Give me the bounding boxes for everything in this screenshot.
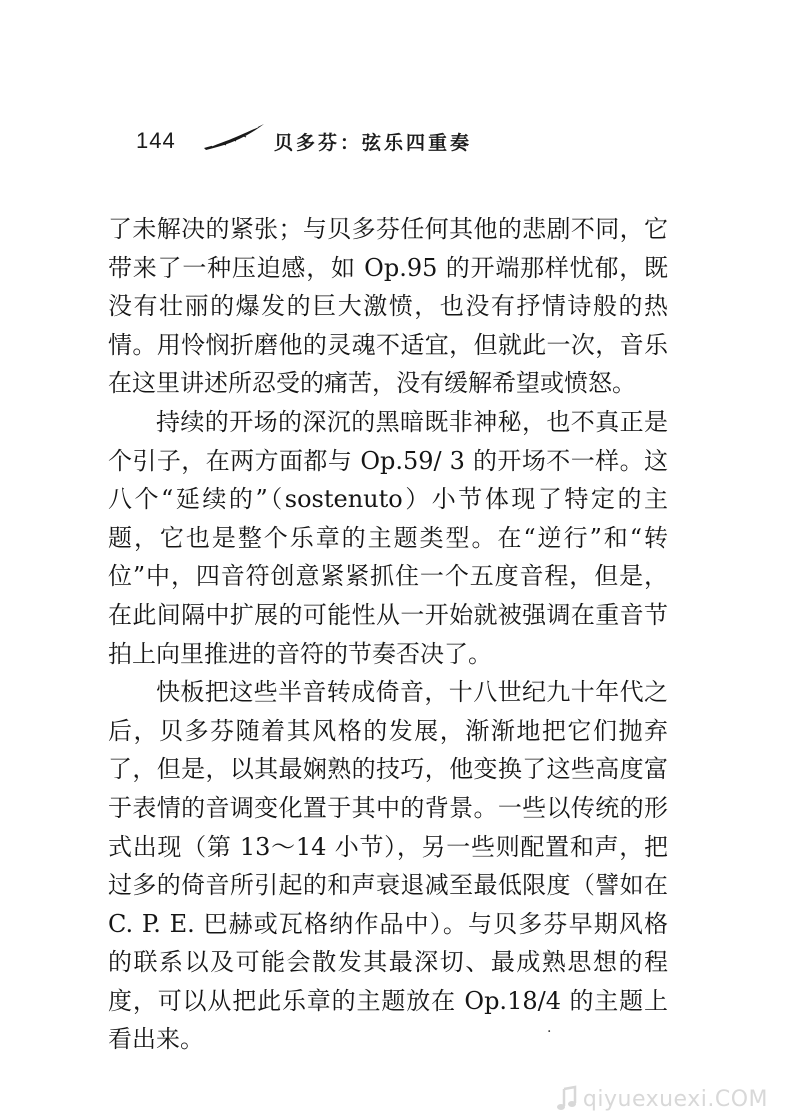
- stray-mark: ·: [547, 1024, 552, 1040]
- quill-pen-icon: [202, 122, 266, 152]
- running-title: 贝多芬：弦乐四重奏: [274, 132, 473, 154]
- music-note-icon: [553, 1085, 581, 1113]
- page-number: 144: [136, 128, 176, 153]
- paragraph-1: 了未解决的紧张；与贝多芬任何其他的悲剧不同，它带来了一种压迫感，如 Op.95 的开端那样忧郁，既没有壮丽的爆发的巨大激愤，也没有抒情诗般的热情。用怜悯折磨他的灵魂不适宜，但就此一次，音乐在这里讲述所忍受的痛苦，没有缓解希望或愤怒。: [108, 215, 668, 398]
- watermark: [553, 1084, 768, 1114]
- page-header: [136, 118, 696, 158]
- paragraph-3: 快板把这些半音转成倚音，十八世纪九十年代之后，贝多芬随着其风格的发展，渐渐地把它们抛弃了，但是，以其最娴熟的技巧，他变换了这些高度富于表情的音调变化置于其中的背景。一些以传统的形式出现（第 13～14 小节），另一些则配置和声，把过多的倚音所引起的和声衰退减至最低限度（譬如在 C. P. E. 巴赫或瓦格纳作品中）。与贝多芬早期风格的联系以及可能会散发其最深切、最成熟思想的程度，可以从把此乐章的主题放在 Op.18/4 的主题上看出来。: [108, 678, 668, 1054]
- main-text: [108, 210, 668, 1059]
- paragraph-2: 持续的开场的深沉的黑暗既非神秘，也不真正是个引子，在两方面都与 Op.59/ 3 的开场不一样。这八个“延续的”（sostenuto）小节体现了特定的主题，它也是整个乐章的主题类型。在“逆行”和“转位”中，四音符创意紧紧抓住一个五度音程，但是，在此间隔中扩展的可能性从一开始就被强调在重音节拍上向里推进的音符的节奏否决了。: [108, 407, 668, 668]
- watermark-text: qiyuexuexi.COM: [582, 1086, 768, 1112]
